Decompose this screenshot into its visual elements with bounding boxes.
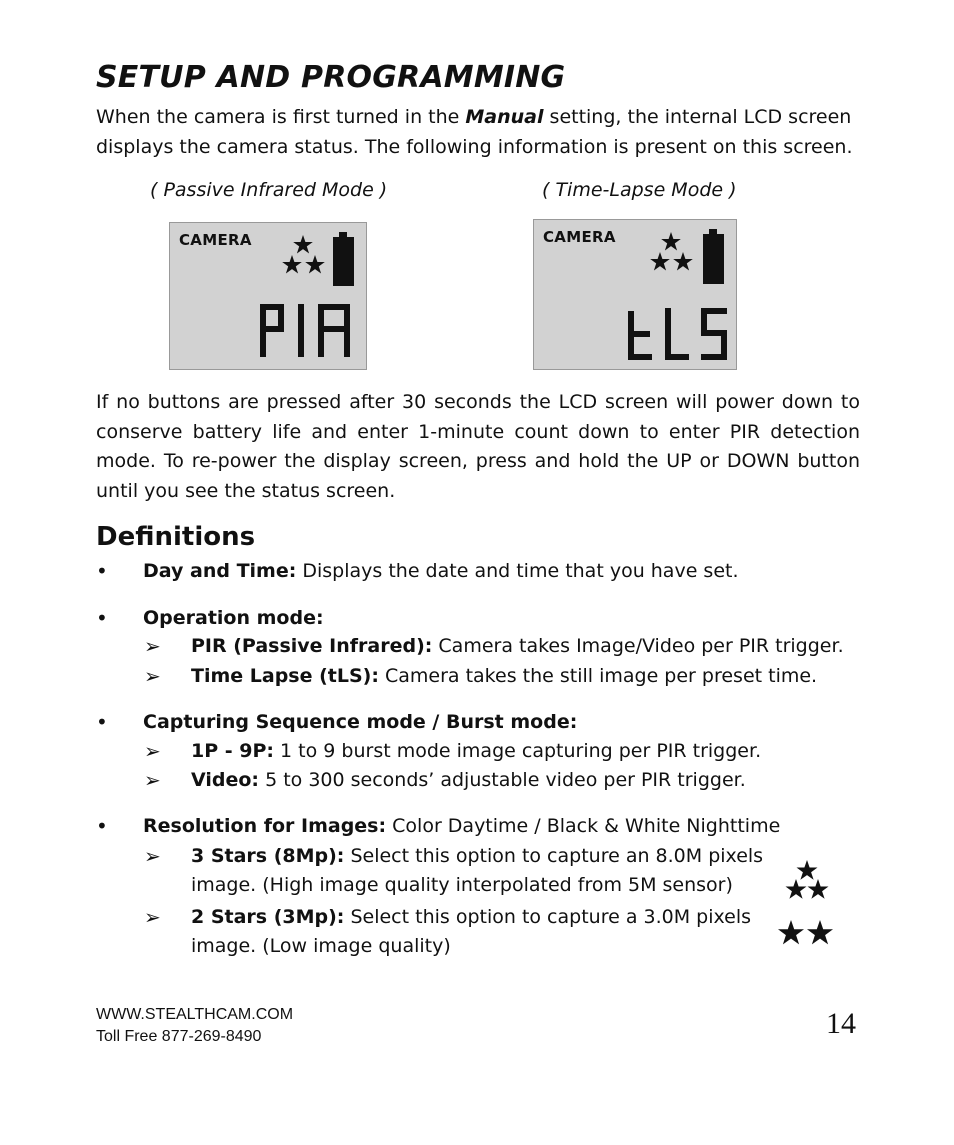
sub-item-text: Select this option to capture a 3.0M pixels [344,906,752,928]
three-stars-icon [650,232,693,271]
bullet-point: • [96,606,108,630]
arrow-bullet-icon: ➢ [144,905,161,929]
definition-term: Operation mode: [143,607,324,629]
sub-item-term: PIR (Passive Infrared): [191,635,433,657]
page-title: SETUP AND PROGRAMMING [96,60,566,95]
three-stars-icon [782,858,834,902]
arrow-bullet-icon: ➢ [144,739,161,763]
two-stars-icon [776,918,836,950]
sub-item-text: Camera takes Image/Video per PIR trigger. [432,635,844,657]
intro-emphasis: Manual [465,106,544,128]
definition-text: Color Daytime / Black & White Nighttime [386,815,781,837]
three-stars-icon [282,235,325,274]
sub-item-text: 5 to 300 seconds’ adjustable video per PIR trigger. [259,769,746,791]
sub-item-three-stars [191,845,763,867]
sub-item-term: 3 Stars (8Mp): [191,845,345,867]
footer-phone: Toll Free 877-269-8490 [96,1028,262,1045]
sub-item-term: 1P - 9P: [191,740,275,762]
bullet-point: • [96,559,108,583]
lcd-display-text [631,311,724,357]
lcd-screen-pir [169,222,367,370]
sub-item-video [191,769,746,791]
timelapse-mode-caption: ( Time-Lapse Mode ) [542,179,737,201]
sub-item-two-stars [191,906,751,928]
lcd-camera-label: CAMERA [179,231,252,249]
sub-item-text: Camera takes the still image per preset time. [378,665,818,687]
definition-term: Capturing Sequence mode / Burst mode: [143,711,578,733]
sub-item-three-stars-cont: image. (High image quality interpolated from 5M sensor) [191,874,733,896]
lcd-tls-graphics [534,220,736,369]
sub-item-text: Select this option to capture an 8.0M pixels [344,845,764,867]
intro-text-1: When the camera is first turned in the [96,106,466,128]
lcd-display-text [263,307,347,354]
sub-item-text: 1 to 9 burst mode image capturing per PIR trigger. [274,740,762,762]
sub-item-burst [191,740,761,762]
definition-day-time [143,560,739,582]
bullet-point: • [96,710,108,734]
lcd-pir-graphics [170,223,366,369]
arrow-bullet-icon: ➢ [144,844,161,868]
definition-term: Resolution for Images: [143,815,387,837]
power-down-paragraph: If no buttons are pressed after 30 seconds the LCD screen will power down to conserve battery life and enter 1-minute count down to enter PIR detection mode. To re-power the display screen, press and hold the UP or DOWN button until you see the status screen. [96,391,860,502]
pir-mode-caption: ( Passive Infrared Mode ) [150,179,388,201]
lcd-screen-timelapse [533,219,737,370]
definition-capture-mode [143,711,577,733]
definition-operation-mode [143,607,324,629]
bullet-point: • [96,814,108,838]
arrow-bullet-icon: ➢ [144,768,161,792]
sub-item-term: 2 Stars (3Mp): [191,906,345,928]
definition-term: Day and Time: [143,560,297,582]
definition-text: Displays the date and time that you have set. [296,560,739,582]
battery-icon [703,229,724,284]
definitions-heading: Definitions [96,522,256,552]
sub-item-term: Video: [191,769,260,791]
definition-resolution [143,815,780,837]
page-number: 14 [826,1007,856,1040]
sub-item-term: Time Lapse (tLS): [191,665,379,687]
sub-item-two-stars-cont: image. (Low image quality) [191,935,451,957]
arrow-bullet-icon: ➢ [144,634,161,658]
sub-item-pir [191,635,844,657]
arrow-bullet-icon: ➢ [144,664,161,688]
footer-website: WWW.STEALTHCAM.COM [96,1006,294,1023]
intro-paragraph [96,103,860,162]
battery-icon [333,232,354,286]
lcd-camera-label: CAMERA [543,228,616,246]
intro-text-2: setting, the internal LCD screen displays the camera status. The following information is present on this screen. [96,106,853,158]
sub-item-time-lapse [191,665,817,687]
